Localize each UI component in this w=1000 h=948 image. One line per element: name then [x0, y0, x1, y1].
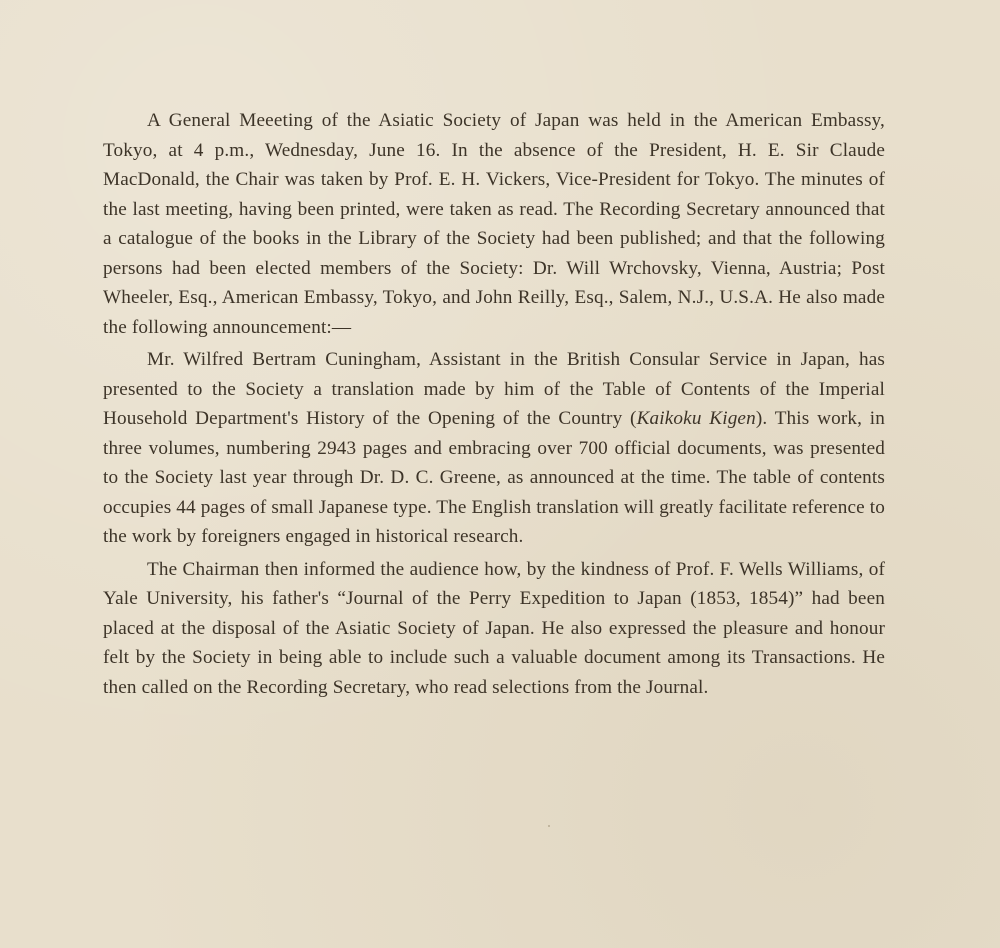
meeting-minutes-text	[103, 106, 885, 702]
paragraph-meeting-announcement: A General Meeeting of the Asiatic Society of Japan was held in the American Embassy, Tokyo, at 4 p.m., Wednesday, June 16. In the absence of the President, H. E. Sir Claude MacDonald, the Chair was taken by Prof. E. H. Vickers, Vice-President for Tokyo. The minutes of the last meeting, having been printed, were taken as read. The Recording Secretary announced that a catalogue of the books in the Library of the Society had been published; and that the following persons had been elected members of the Society: Dr. Will Wrchovsky, Vienna, Austria; Post Wheeler, Esq., American Embassy, Tokyo, and John Reilly, Esq., Salem, N.J., U.S.A. He also made the following announcement:—	[103, 110, 885, 338]
paragraph-perry-journal: The Chairman then informed the audience how, by the kindness of Prof. F. Wells Williams, of Yale University, his father's “Journal of the Perry Expedition to Japan (1853, 1854)” had been placed at the disposal of the Asiatic Society of Japan. He also expressed the pleasure and honour felt by the Society in being able to include such a valuable document among its Transactions. He then called on the Recording Secretary, who read selections from the Journal.	[103, 558, 885, 698]
paper-speck	[548, 825, 550, 827]
paragraph-2-text-before: Mr. Wilfred Bertram Cuningham, Assistant in the British Consular Service in Japan, has presented to the Society a translation made by him of the Table of Contents of the Imperial Household Department's History of the Opening of the Country (	[103, 349, 885, 429]
paragraph-2-text-after: ). This work, in three volumes, numbering 2943 pages and embracing over 700 official documents, was presented to the Society last year through Dr. D. C. Greene, as announced at the time. The table of contents occupies 44 pages of small Japanese type. The English translation will greatly facilitate reference to the work by foreigners engaged in historical research.	[103, 408, 885, 547]
paragraph-translation-presentation	[103, 345, 885, 552]
kaikoku-kigen-title: Kaikoku Kigen	[636, 408, 756, 429]
